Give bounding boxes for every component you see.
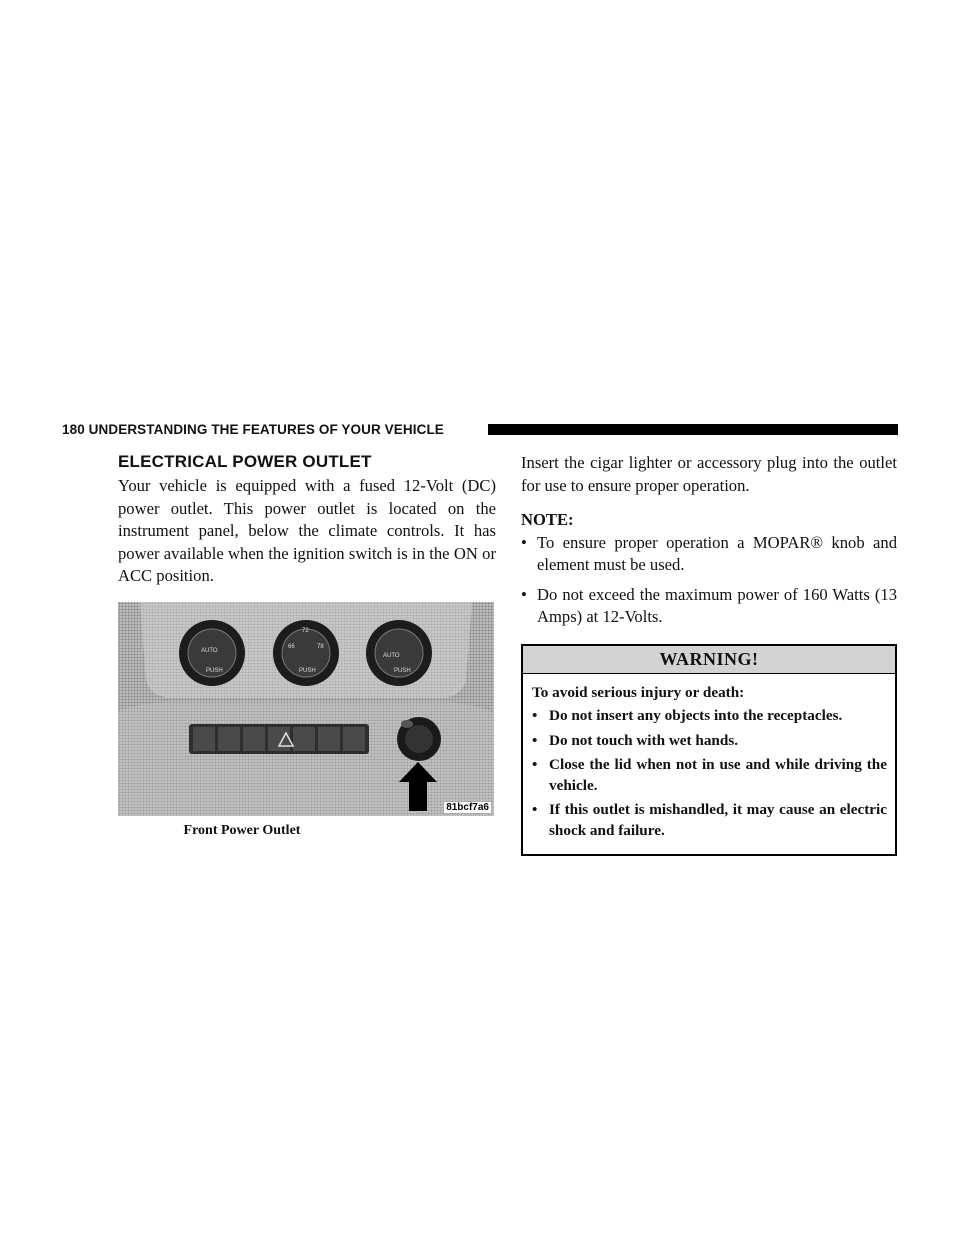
svg-text:PUSH: PUSH xyxy=(206,667,223,674)
section-title: ELECTRICAL POWER OUTLET xyxy=(118,452,372,471)
svg-text:PUSH: PUSH xyxy=(299,667,316,674)
note-item: • To ensure proper operation a MOPAR® knob and element must be used. xyxy=(521,532,897,576)
note-list xyxy=(521,532,897,628)
header-rule xyxy=(488,424,898,435)
warning-item: • Close the lid when not in use and while driving the vehicle. xyxy=(532,755,887,796)
running-header xyxy=(62,421,898,439)
insert-paragraph: Insert the cigar lighter or accessory plug into the outlet for use to ensure proper operation. xyxy=(521,453,897,495)
svg-text:PUSH: PUSH xyxy=(394,667,411,674)
left-column xyxy=(118,452,496,839)
mode-dial xyxy=(366,620,432,686)
image-code: 81bcf7a6 xyxy=(446,801,489,813)
svg-text:AUTO: AUTO xyxy=(201,647,218,654)
intro-paragraph: Your vehicle is equipped with a fused 12-Volt (DC) power outlet. This power outlet is located on the instrument panel, below the climate controls. It has power available when the ignition switch is in the ON or ACC position. xyxy=(118,476,496,585)
svg-text:78: 78 xyxy=(317,643,324,650)
warning-item: • Do not insert any objects into the receptacles. xyxy=(532,706,887,727)
warning-body xyxy=(523,674,895,854)
note-item: • Do not exceed the maximum power of 160 Watts (13 Amps) at 12-Volts. xyxy=(521,584,897,628)
warning-item: • Do not touch with wet hands. xyxy=(532,731,887,752)
svg-text:AUTO: AUTO xyxy=(383,652,400,659)
note-label: NOTE: xyxy=(521,510,574,529)
svg-text:72: 72 xyxy=(302,627,309,634)
right-column xyxy=(521,452,897,856)
page-number-and-section: 180 UNDERSTANDING THE FEATURES OF YOUR VEHICLE xyxy=(62,422,444,437)
warning-heading: WARNING! xyxy=(523,646,895,674)
climate-dials xyxy=(118,602,494,816)
temperature-dial xyxy=(273,620,339,686)
figure-caption: Front Power Outlet xyxy=(183,822,301,838)
warning-lead: To avoid serious injury or death: xyxy=(532,684,745,701)
front-power-outlet-photo xyxy=(118,602,494,816)
fan-dial xyxy=(179,620,245,686)
warning-item: • If this outlet is mishandled, it may cause an electric shock and failure. xyxy=(532,800,887,841)
warning-box xyxy=(521,644,897,856)
warning-list xyxy=(532,706,887,841)
svg-text:66: 66 xyxy=(288,643,295,650)
